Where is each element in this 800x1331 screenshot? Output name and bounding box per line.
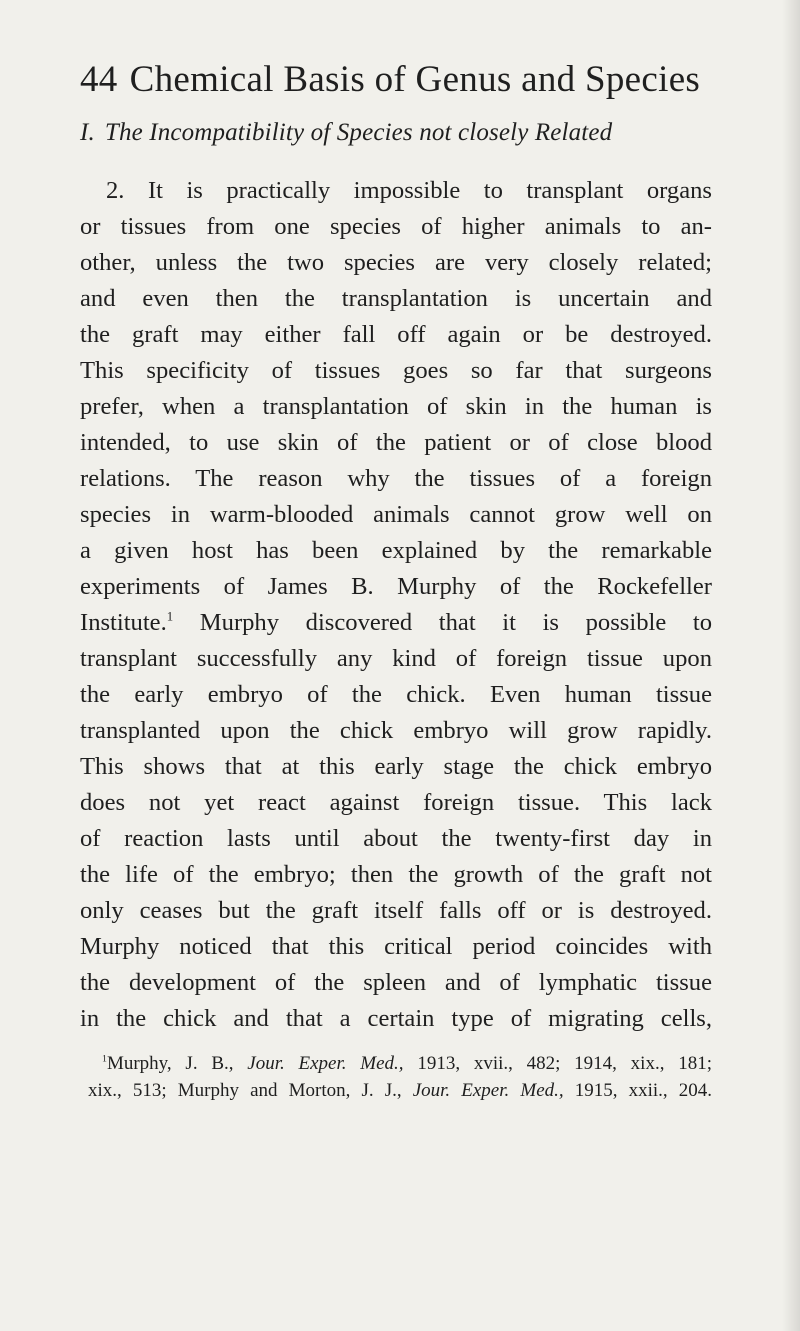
text-line: Murphy noticed that this critical period coincides with xyxy=(80,933,712,960)
text-line: or tissues from one species of higher animals to an- xyxy=(80,213,712,240)
text-line: the life of the embryo; then the growth of the graft not xyxy=(80,861,712,888)
footnote-reference[interactable]: 1 xyxy=(166,609,174,624)
footnote-line xyxy=(88,1050,712,1077)
footnote-citation: 1915, xxii., 204. xyxy=(574,1080,713,1101)
text-line: does not yet react against foreign tissue. This lack xyxy=(80,789,712,816)
book-page xyxy=(80,58,712,1104)
section-heading xyxy=(80,117,712,149)
footnote-author: Murphy, J. B., xyxy=(106,1053,234,1074)
text-line-with-footnote-ref xyxy=(80,605,712,641)
footnote-citation: 1913, xvii., 482; 1914, xix., 181; xyxy=(417,1053,712,1074)
page-number: 44 xyxy=(80,59,118,100)
text-line: relations. The reason why the tissues of a foreign xyxy=(80,465,712,492)
text-line: the development of the spleen and of lymphatic tissue xyxy=(80,969,712,996)
text-line: only ceases but the graft itself falls off or is destroyed. xyxy=(80,897,712,924)
institute-line-tail: Murphy discovered that it is possible to xyxy=(199,609,712,636)
text-line: transplant successfully any kind of foreign tissue upon xyxy=(80,645,712,672)
text-line: and even then the transplantation is uncertain and xyxy=(80,285,712,312)
section-title: The Incompatibility of Species not closely Related xyxy=(104,119,613,146)
text-line: species in warm-blooded animals cannot grow well on xyxy=(80,501,712,528)
text-line: a given host has been explained by the remarkable xyxy=(80,537,712,564)
text-line: in the chick and that a certain type of migrating cells, xyxy=(80,1005,712,1032)
page-edge-shadow xyxy=(782,0,800,1331)
text-line: the early embryo of the chick. Even human tissue xyxy=(80,681,712,708)
footnote-journal: Jour. Exper. Med., xyxy=(412,1080,564,1101)
text-line: of reaction lasts until about the twenty-first day in xyxy=(80,825,712,852)
footnote-line xyxy=(88,1077,712,1104)
text-line: This specificity of tissues goes so far that surgeons xyxy=(80,357,712,384)
running-head xyxy=(80,58,712,102)
text-line: transplanted upon the chick embryo will grow rapidly. xyxy=(80,717,712,744)
text-line: the graft may either fall off again or be destroyed. xyxy=(80,321,712,348)
text-line: experiments of James B. Murphy of the Rockefeller xyxy=(80,573,712,600)
section-number: I. xyxy=(80,119,95,146)
text-line: prefer, when a transplantation of skin in the human is xyxy=(80,393,712,420)
running-title: Chemical Basis of Genus and Species xyxy=(129,59,701,100)
footnote xyxy=(80,1050,712,1104)
paragraph xyxy=(80,173,712,1037)
footnote-citation: xix., 513; Murphy and Morton, J. J., xyxy=(88,1080,402,1101)
text-line: other, unless the two species are very closely related; xyxy=(80,249,712,276)
footnote-journal: Jour. Exper. Med., xyxy=(247,1053,404,1074)
footnote-marker: 1 xyxy=(102,1053,107,1065)
institute-text: Institute. xyxy=(80,609,167,636)
text-line: 2. It is practically impossible to transplant organs xyxy=(106,177,712,204)
text-line: This shows that at this early stage the chick embryo xyxy=(80,753,712,780)
text-line: intended, to use skin of the patient or of close blood xyxy=(80,429,712,456)
